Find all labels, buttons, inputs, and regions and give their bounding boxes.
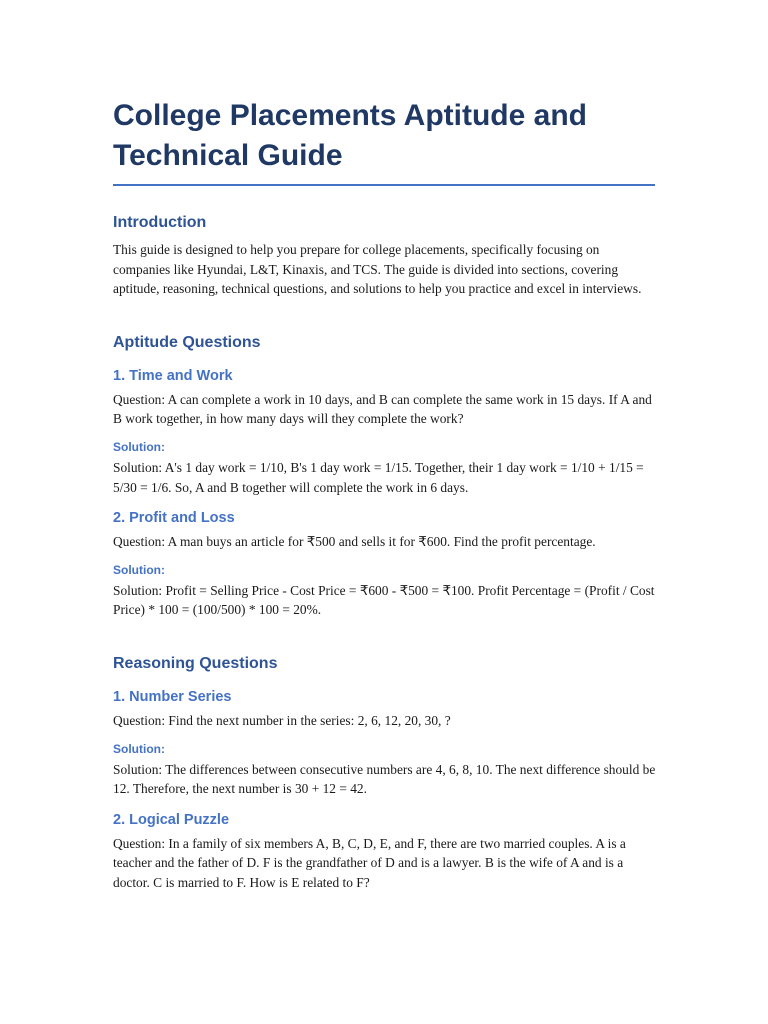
reasoning-q2-title: 2. Logical Puzzle bbox=[113, 811, 230, 828]
reasoning-q1-title: 1. Number Series bbox=[113, 688, 232, 705]
reasoning-q1-question: Question: Find the next number in the series: 2, 6, 12, 20, 30, ? bbox=[113, 712, 451, 728]
aptitude-q1-solution: Solution: A's 1 day work = 1/10, B's 1 day work = 1/15. Together, their 1 day work = 1/10 + 1/15 = 5/30 = 1/6. So, A and B together will complete the work in 6 days. bbox=[113, 459, 644, 495]
aptitude-heading: Aptitude Questions bbox=[113, 333, 261, 351]
aptitude-q2-question: Question: A man buys an article for ₹500 and sells it for ₹600. Find the profit percentage. bbox=[113, 534, 596, 550]
reasoning-heading: Reasoning Questions bbox=[113, 654, 278, 672]
reasoning-q1-solution: Solution: The differences between consecutive numbers are 4, 6, 8, 10. The next difference should be 12. Therefore, the next number is 30 + 12 = 42. bbox=[113, 761, 656, 797]
aptitude-q1-question: Question: A can complete a work in 10 days, and B can complete the same work in 15 days. If A and B work together, in how many days will they complete the work? bbox=[113, 391, 652, 427]
aptitude-q2-solution: Solution: Profit = Selling Price - Cost Price = ₹600 - ₹500 = ₹100. Profit Percentage = (Profit / Cost Price) * 100 = (100/500) * 100 = 20%. bbox=[113, 582, 655, 618]
aptitude-q1-solution-label: Solution: bbox=[113, 439, 165, 454]
introduction-heading: Introduction bbox=[113, 214, 207, 231]
aptitude-q2-title: 2. Profit and Loss bbox=[113, 510, 235, 527]
title-divider bbox=[113, 184, 655, 186]
reasoning-q1-solution-label: Solution: bbox=[113, 741, 165, 756]
document-title: College Placements Aptitude and Technical Guide bbox=[113, 99, 587, 172]
aptitude-q1-title: 1. Time and Work bbox=[113, 367, 233, 384]
aptitude-q2-solution-label: Solution: bbox=[113, 562, 165, 577]
document-content bbox=[113, 96, 658, 893]
introduction-paragraph: This guide is designed to help you prepare for college placements, specifically focusing on companies like Hyundai, L&T, Kinaxis, and TCS. The guide is divided into sections, covering aptitude, reasoning, technical questions, and solutions to help you practice and excel in interviews. bbox=[113, 242, 642, 297]
reasoning-q2-question: Question: In a family of six members A, B, C, D, E, and F, there are two married couples. A is a teacher and the father of D. F is the grandfather of D and is a lawyer. B is the wife of A and is a doctor. C is married to F. How is E related to F? bbox=[113, 835, 626, 890]
